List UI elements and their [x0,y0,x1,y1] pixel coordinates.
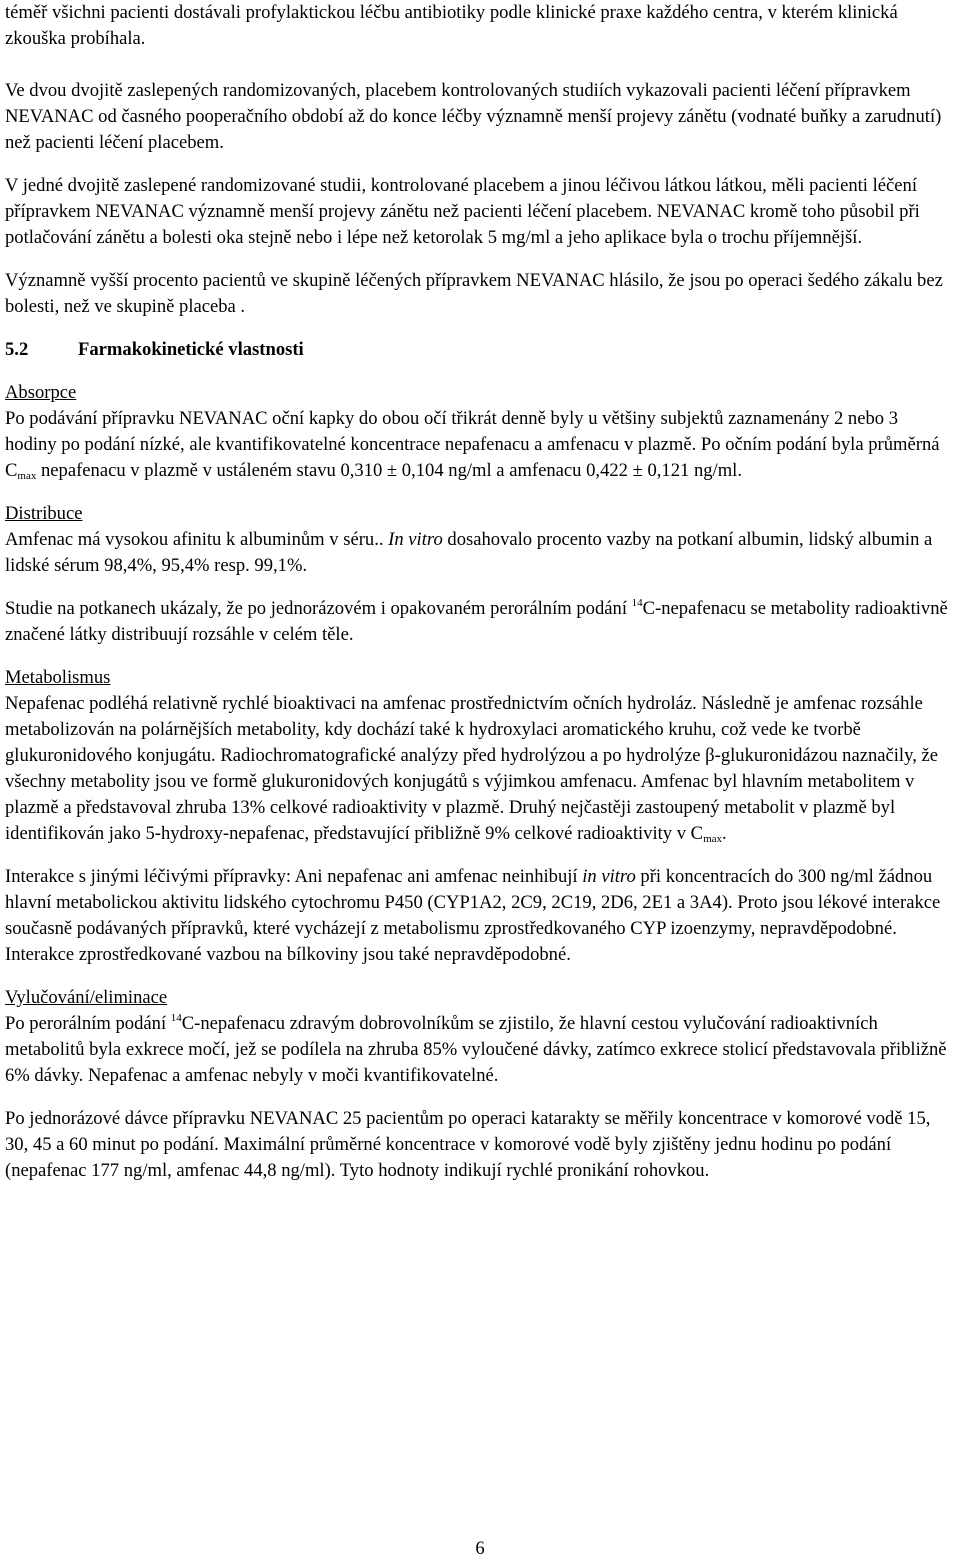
absorpce-text: Po podávání přípravku NEVANAC oční kapky do obou očí třikrát denně byly u většiny subjektů zaznamenány 2 nebo 3 hodiny po podání nízké, ale kvantifikovatelné koncentrace nepafenacu a amfenacu v plazmě. Po očním podání byla průměrná $C_{max}$ nepafenacu v plazmě v ustáleném stavu 0,310 ± 0,104 ng/ml a amfenacu 0,422 ± 0,121 ng/ml. [5,408,940,482]
metabolismus-heading: Metabolismus [5,667,111,688]
interactions-text: Interakce s jinými léčivými přípravky: Ani nepafenac ani amfenac neinhibují in vitro při koncentracích do 300 ng/ml žádnou hlavní metabolickou aktivitu lidského cytochromu P450 (CYP1A2, 2C9, 2C19, 2D6, 2E1 a 3A4). Proto jsou lékové interakce současně podávaných přípravků, které vycházejí z metabolismu zprostředkovaného CYP izoenzymy, nepravděpodobné. Interakce zprostředkované vazbou na bílkoviny jsou také nepravděpodobné. [5,866,941,965]
paragraph-one-study: V jedné dvojitě zaslepené randomizované studii, kontrolované placebem a jinou léčivou látkou látkou, měli pacienti léčení přípravkem NEVANAC významně menší projevy zánětu než pacienti léčení placebem. NEVANAC kromě toho působil při potlačování zánětu a bolesti oka stejně nebo i lépe než ketorolak 5 mg/ml a jeho aplikace byla o trochu příjemnější. [5,175,920,248]
section-heading [5,337,950,363]
distribuce-rats-text: Studie na potkanech ukázaly, že po jednorázovém i opakovaném perorálním podání $^{14}$C-nepafenacu se metabolity radioaktivně značené látky distribuují rozsáhle v celém těle. [5,597,948,645]
aqueous-humor-text: Po jednorázové dávce přípravku NEVANAC 25 pacientům po operaci katarakty se měřily koncentrace v komorové vodě 15, 30, 45 a 60 minut po podání. Maximální průměrné koncentrace v komorové vodě byly zjištěny jednu hodinu po podání (nepafenac 177 ng/ml, amfenac 44,8 ng/ml). Tyto hodnoty indikují rychlé pronikání rohovkou. [5,1108,931,1181]
section-number: 5.2 [5,339,29,360]
paragraph-two-studies: Ve dvou dvojitě zaslepených randomizovaných, placebem kontrolovaných studiích vykazovali pacienti léčení přípravkem NEVANAC od časného pooperačního období až do konce léčby významně menší projevy zánětu (vodnaté buňky a zarudnutí) než pacienti léčení placebem. [5,80,942,153]
page-number: 6 [475,1538,485,1559]
distribuce-text: Amfenac má vysokou afinitu k albuminům v séru.. In vitro dosahovalo procento vazby na potkaní albumin, lidský albumin a lidské sérum 98,4%, 95,4% resp. 99,1%. [5,529,933,576]
absorpce-heading: Absorpce [5,382,77,403]
eliminace-text: Po perorálním podání $^{14}$C-nepafenacu zdravým dobrovolníkům se zjistilo, že hlavní cestou vylučování radioaktivních metabolitů byla exkrece močí, jež se podílela na zhruba 85% vyloučené dávky, zatímco exkrece stolicí představovala přibližně 6% dávky. Nepafenac a amfenac nebyly v moči kvantifikovatelné. [5,1012,947,1086]
eliminace-heading: Vylučování/eliminace [5,987,168,1008]
paragraph-pain-free: Významně vyšší procento pacientů ve skupině léčených přípravkem NEVANAC hlásilo, že jsou po operaci šedého zákalu bez bolesti, než ve skupině placeba . [5,270,943,317]
section-title: Farmakokinetické vlastnosti [78,339,304,360]
metabolismus-text: Nepafenac podléhá relativně rychlé bioaktivaci na amfenac prostřednictvím očních hydroláz. Následně je amfenac rozsáhle metabolizován na polárnějších metabolity, kdy dochází také k hydroxylaci aromatického kruhu, což vede ke tvorbě glukuronidového konjugátu. Radiochromatografické analýzy před hydrolýzou a po hydrolýze β-glukuronidázou naznačily, že všechny metabolity jsou ve formě glukuronidových konjugátů s výjimkou amfenacu. Amfenac byl hlavním metabolitem v plazmě a představoval zhruba 13% celkové radioaktivity v plazmě. Druhý nejčastěji zastoupený metabolit v plazmě byl identifikován jako 5-hydroxy-nepafenac, představující přibližně 9% celkové radioaktivity v $C_{max}$. [5,693,938,845]
distribuce-heading: Distribuce [5,503,83,524]
paragraph-antibiotics: téměř všichni pacienti dostávali profylaktickou léčbu antibiotiky podle klinické praxe každého centra, v kterém klinická zkouška probíhala. [5,2,898,49]
